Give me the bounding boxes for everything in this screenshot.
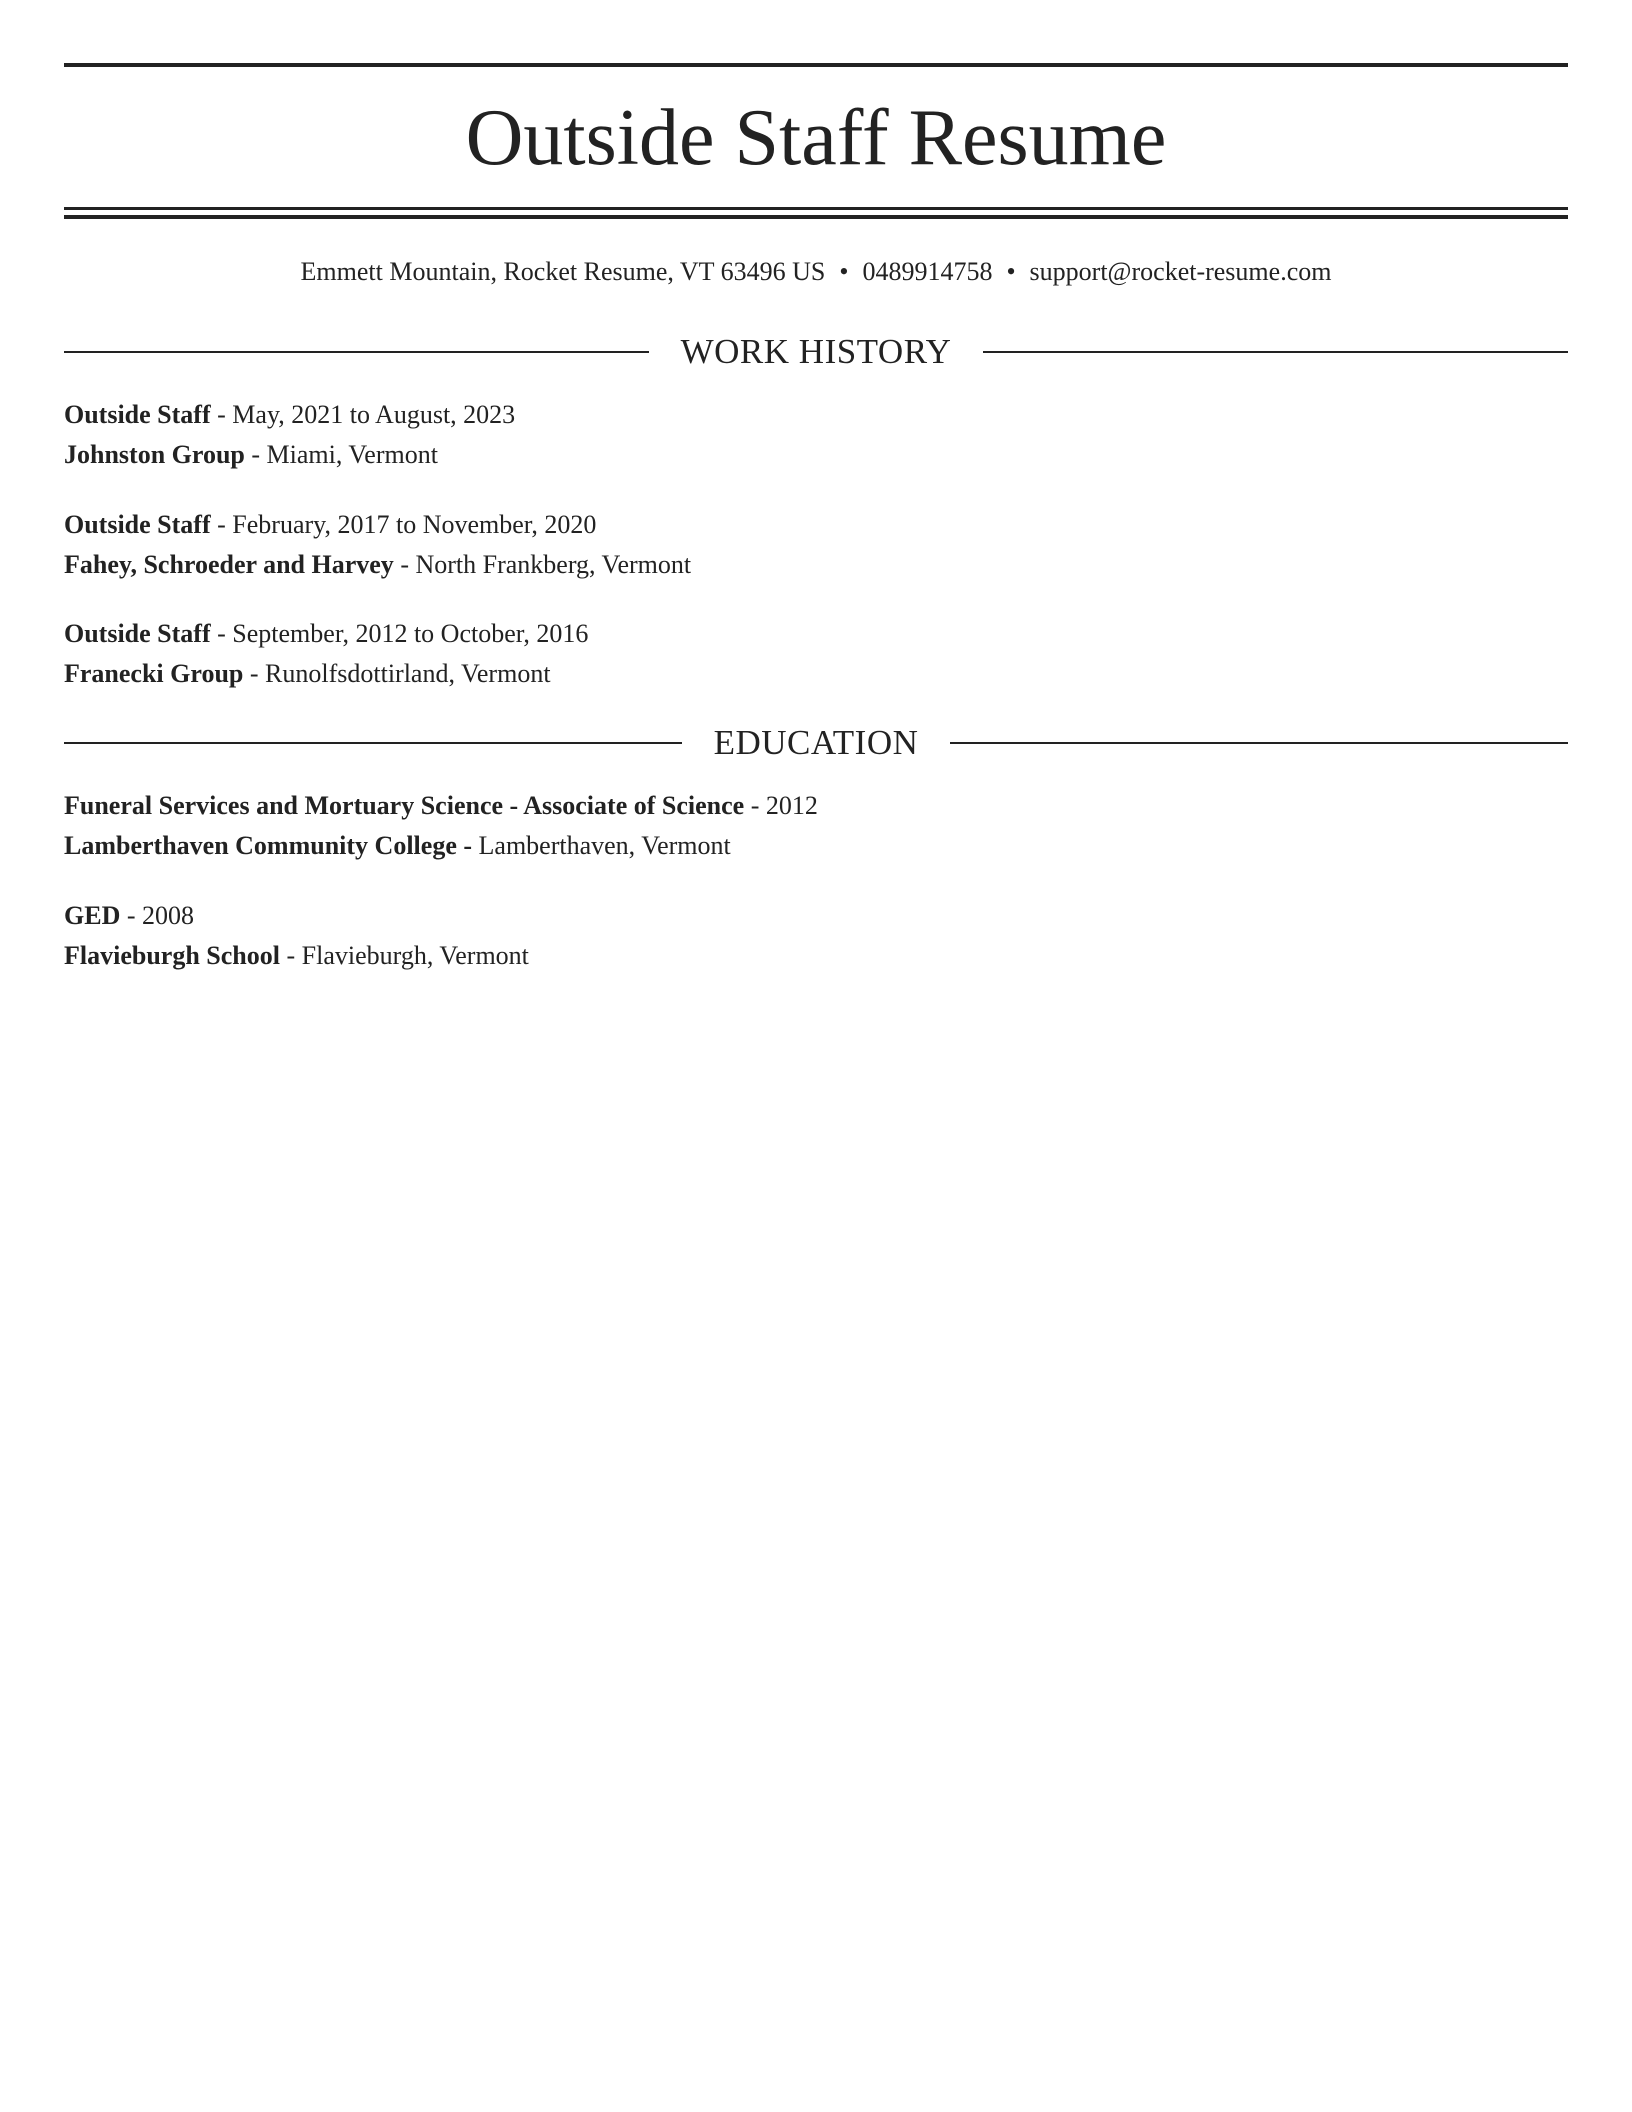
job-title: Outside Staff [64, 619, 211, 648]
education-entry [64, 896, 1568, 976]
company-name: Johnston Group [64, 440, 245, 469]
contact-separator: • [1006, 257, 1016, 286]
dash: - [393, 550, 416, 579]
section-title: EDUCATION [713, 723, 919, 762]
dash: - [210, 619, 233, 648]
dash: - [210, 400, 233, 429]
contact-address: Emmett Mountain, Rocket Resume, VT 63496 US [300, 257, 826, 286]
work-entry-company-row [64, 654, 1568, 694]
work-entry-title-row [64, 614, 1568, 654]
dash: - [243, 659, 266, 688]
company-name: Franecki Group [64, 659, 244, 688]
job-dates: May, 2021 to August, 2023 [232, 400, 516, 429]
degree-name: Funeral Services and Mortuary Science - Associate of Science [64, 791, 745, 820]
school-location: Flavieburgh, Vermont [301, 941, 529, 970]
dash: - [244, 440, 267, 469]
section-rule-right [983, 351, 1568, 353]
contact-line [64, 252, 1568, 292]
contact-separator: • [839, 257, 849, 286]
work-entry-title-row [64, 505, 1568, 545]
school-name: Lamberthaven Community College [64, 831, 457, 860]
top-rule [64, 63, 1568, 67]
section-rule-right [950, 742, 1568, 744]
section-rule-left [64, 742, 682, 744]
degree-name: GED [64, 901, 121, 930]
work-entry [64, 505, 1568, 585]
work-entry-company-row [64, 435, 1568, 475]
work-entry [64, 614, 1568, 694]
dash: - [210, 510, 233, 539]
work-history-heading [64, 330, 1568, 374]
section-rule-left [64, 351, 649, 353]
job-title: Outside Staff [64, 400, 211, 429]
education-entry-school-row [64, 826, 1568, 866]
education-entry-degree-row [64, 786, 1568, 826]
education-entry-degree-row [64, 896, 1568, 936]
work-entry [64, 395, 1568, 475]
contact-phone: 0489914758 [862, 257, 993, 286]
graduation-year: 2012 [765, 791, 818, 820]
work-entry-company-row [64, 545, 1568, 585]
job-title: Outside Staff [64, 510, 211, 539]
graduation-year: 2008 [142, 901, 195, 930]
school-location: Lamberthaven, Vermont [478, 831, 731, 860]
company-location: North Frankberg, Vermont [415, 550, 692, 579]
title-underline-thin [64, 207, 1568, 210]
company-location: Miami, Vermont [266, 440, 438, 469]
company-name: Fahey, Schroeder and Harvey [64, 550, 394, 579]
education-heading [64, 721, 1568, 765]
section-title: WORK HISTORY [680, 332, 952, 371]
education-entry [64, 786, 1568, 866]
dash: - [456, 831, 479, 860]
contact-email[interactable]: support@rocket-resume.com [1029, 257, 1332, 286]
school-name: Flavieburgh School [64, 941, 280, 970]
job-dates: September, 2012 to October, 2016 [232, 619, 589, 648]
title-underline-thick [64, 215, 1568, 219]
job-dates: February, 2017 to November, 2020 [232, 510, 597, 539]
education-entry-school-row [64, 936, 1568, 976]
dash: - [279, 941, 302, 970]
dash: - [744, 791, 766, 820]
company-location: Runolfsdottirland, Vermont [265, 659, 551, 688]
work-entry-title-row [64, 395, 1568, 435]
dash: - [120, 901, 143, 930]
page-title: Outside Staff Resume [465, 94, 1167, 182]
